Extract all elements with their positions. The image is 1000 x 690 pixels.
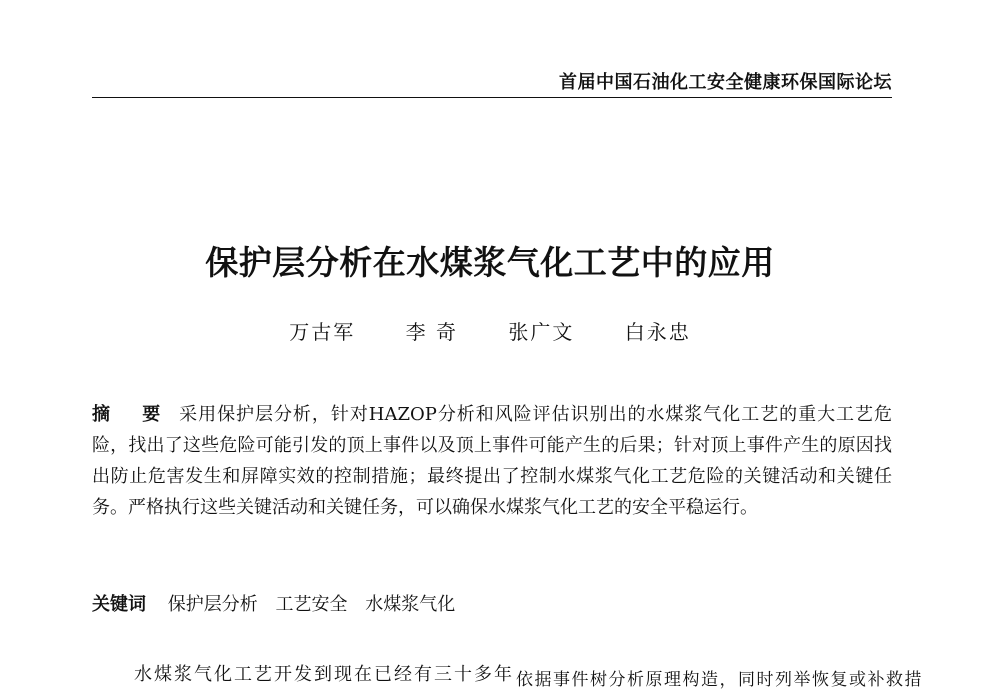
keyword-item: 工艺安全 <box>275 594 348 615</box>
abstract-label: 摘 要 <box>92 404 174 425</box>
body-text-left-column: 水煤浆气化工艺开发到现在已经有三十多年 <box>134 664 514 685</box>
keyword-item: 水煤浆气化 <box>365 594 456 615</box>
abstract-paragraph <box>92 399 892 523</box>
header-rule <box>92 97 892 98</box>
author-name: 白永忠 <box>624 320 691 344</box>
running-header: 首届中国石油化工安全健康环保国际论坛 <box>559 72 892 93</box>
abstract-text: 采用保护层分析，针对HAZOP分析和风险评估识别出的水煤浆气化工艺的重大工艺危险，找出了这些危险可能引发的顶上事件以及顶上事件可能产生的后果；针对顶上事件产生的原因找出防止危害发生和屏障实效的控制措施；最终提出了控制水煤浆气化工艺危险的关键活动和关键任务。严格执行这些关键活动和关键任务，可以确保水煤浆气化工艺的安全平稳运行。 <box>92 404 892 518</box>
keywords-line <box>92 590 467 616</box>
keywords-label: 关键词 <box>92 594 146 615</box>
paper-title: 保护层分析在水煤浆气化工艺中的应用 <box>205 243 775 282</box>
body-text-right-column: 依据事件树分析原理构造，同时列举恢复或补救措 <box>516 670 923 690</box>
author-name: 张广文 <box>508 320 575 344</box>
author-list <box>0 316 980 345</box>
author-name: 李 奇 <box>405 320 458 344</box>
keyword-item: 保护层分析 <box>167 594 258 615</box>
author-name: 万古军 <box>289 320 356 344</box>
